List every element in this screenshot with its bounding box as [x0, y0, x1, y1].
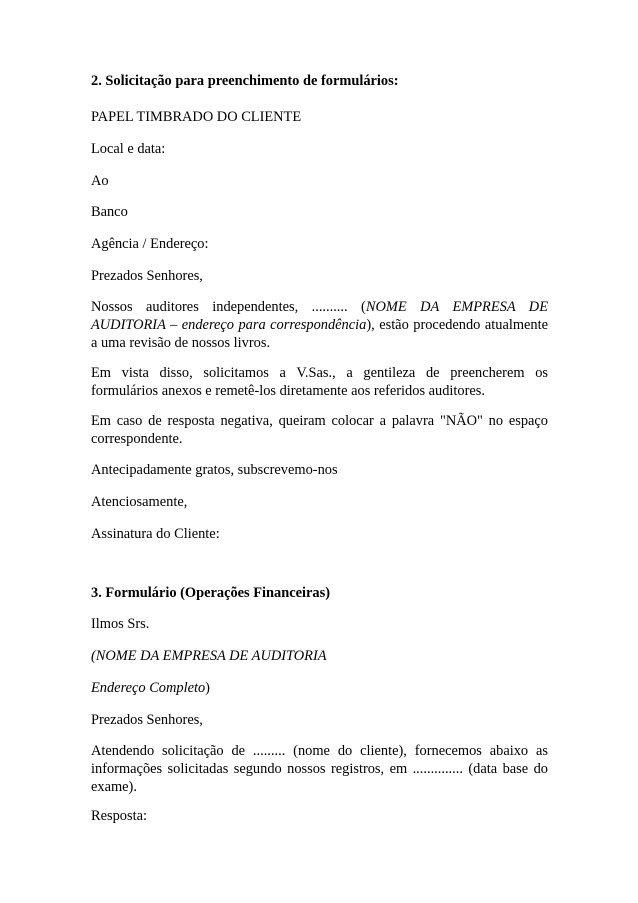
- branch-address-line: Agência / Endereço:: [91, 236, 209, 252]
- negative-response-paragraph: Em caso de resposta negativa, queiram colocar a palavra "NÃO" no espaço correspondente.: [91, 413, 548, 447]
- auditor-company-line: (NOME DA EMPRESA DE AUDITORIA: [91, 648, 327, 664]
- thanks-line: Antecipadamente gratos, subscrevemo-nos: [91, 462, 338, 478]
- salutation-2: Prezados Senhores,: [91, 712, 203, 728]
- full-address-line: [91, 679, 210, 697]
- salutation: Prezados Senhores,: [91, 268, 203, 284]
- request-paragraph: [91, 298, 548, 352]
- to-line: Ao: [91, 173, 109, 189]
- letterhead-line: PAPEL TIMBRADO DO CLIENTE: [91, 109, 302, 125]
- bank-line: Banco: [91, 204, 128, 220]
- request-paragraph-start: Nossos auditores independentes, .......... (: [91, 299, 366, 315]
- full-address-placeholder: Endereço Completo: [91, 680, 206, 696]
- signature-line: Assinatura do Cliente:: [91, 526, 220, 542]
- place-date-line: Local e data:: [91, 141, 166, 157]
- section-2-heading: 2. Solicitação para preenchimento de formulários:: [91, 73, 399, 89]
- information-paragraph: Atendendo solicitação de ......... (nome do cliente), fornecemos abaixo as informações solicitadas segundo nossos registros, em .............. (data base do exame).: [91, 743, 548, 795]
- auditor-company-placeholder: NOME DA EMPRESA DE AUDITORIA – endereço para correspondência: [91, 299, 548, 333]
- response-line: Resposta:: [91, 808, 147, 824]
- request-paragraph-end: ), estão procedendo atualmente a uma revisão de nossos livros.: [91, 317, 548, 351]
- section-3-heading: 3. Formulário (Operações Financeiras): [91, 585, 330, 601]
- addressee-line: Ilmos Srs.: [91, 616, 150, 632]
- closing-line: Atenciosamente,: [91, 494, 188, 510]
- forms-request-paragraph: Em vista disso, solicitamos a V.Sas., a gentileza de preencherem os formulários anexos e remetê-los diretamente aos referidos auditores.: [91, 365, 548, 399]
- full-address-close: ): [205, 680, 210, 696]
